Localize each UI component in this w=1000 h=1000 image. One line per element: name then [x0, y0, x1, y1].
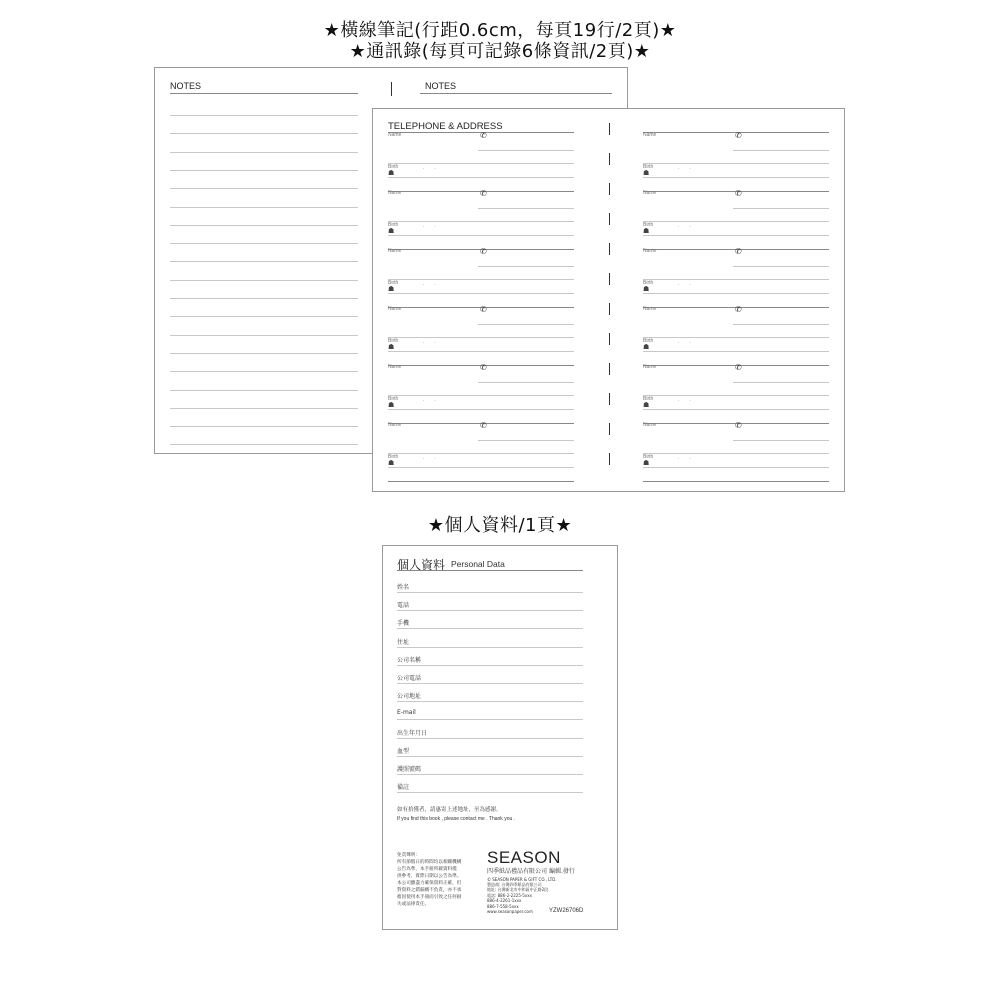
notes-rule-left [170, 444, 358, 445]
pd-contact-line: 886-4-2261-1xxx [487, 898, 522, 904]
address-divider-dash [609, 303, 610, 315]
address-divider-dash [609, 123, 610, 135]
address-birth-label: Birth [388, 454, 399, 460]
phone-icon: ✆ [735, 189, 742, 198]
notes-divider [391, 82, 392, 96]
address-divider-dash [609, 333, 610, 345]
pd-contact-line: www.seasonpaper.com [487, 909, 533, 914]
address-line [643, 467, 829, 468]
notes-rule-left [170, 243, 358, 244]
notes-title-right: NOTES [425, 81, 457, 91]
pd-disclaimer-line: 免責聲明： [397, 853, 420, 858]
pd-field-label: 公司地址 [397, 693, 422, 701]
notes-rule-left [170, 371, 358, 372]
pd-contact-line: 電話: 886-2-2225-5xxx [487, 892, 532, 898]
address-name-label: Name [388, 190, 402, 196]
heading-notes: ★橫線筆記(行距0.6cm，每頁19行/2頁)★ [323, 20, 677, 41]
address-birth-label: Birth [643, 396, 654, 402]
pd-contact-line: 886-7-558-5xxx [487, 903, 519, 909]
address-line [643, 163, 829, 164]
address-line [388, 467, 574, 468]
personal-data-page [382, 545, 618, 930]
address-divider-dash [609, 453, 610, 465]
pd-field-rule [397, 792, 583, 793]
cake-icon: ☗ [643, 227, 650, 235]
birth-dots: .. [678, 223, 701, 229]
address-birth-label: Birth [388, 280, 399, 286]
pd-field-rule [397, 647, 583, 648]
pd-field-label: 護照號碼 [397, 766, 422, 773]
phone-icon: ✆ [735, 247, 742, 256]
notes-rule-left [170, 261, 358, 262]
cake-icon: ☗ [643, 343, 650, 351]
cake-icon: ☗ [643, 285, 650, 293]
cake-icon: ☗ [388, 459, 395, 467]
address-divider-dash [609, 153, 610, 165]
address-line [478, 266, 574, 267]
notes-title-left: NOTES [170, 81, 202, 91]
pd-field-label: 出生年月日 [397, 729, 428, 737]
address-birth-label: Birth [643, 454, 654, 460]
pd-disclaimer-line: 對資料之錯漏概不負責，亦不承 [397, 888, 462, 893]
birth-dots: .. [678, 281, 701, 287]
pd-found-cn: 如有拾獲者，請惠寄上述地址，至為感謝。 [397, 807, 502, 813]
pd-disclaimer-line: 失或法律責任。 [397, 902, 430, 907]
notes-rule-left [170, 207, 358, 208]
address-divider-dash [609, 393, 610, 405]
address-line [388, 395, 574, 396]
notes-rule-left [170, 188, 358, 189]
notes-rule-left [170, 298, 358, 299]
season-logo: SEASON [487, 848, 561, 867]
cake-icon: ☗ [388, 285, 395, 293]
notes-header-rule-right [420, 93, 612, 94]
phone-icon: ✆ [735, 421, 742, 430]
address-name-label: Name [388, 364, 402, 370]
pd-field-label: 電話 [397, 602, 410, 610]
address-name-label: Name [388, 248, 402, 254]
cake-icon: ☗ [388, 343, 395, 351]
notes-rule-left [170, 408, 358, 409]
pd-field-rule [397, 610, 583, 611]
address-line [643, 395, 829, 396]
address-divider-dash [609, 243, 610, 255]
notes-rule-left [170, 316, 358, 317]
notes-rule-left [170, 390, 358, 391]
address-line [643, 221, 829, 222]
cake-icon: ☗ [643, 169, 650, 177]
address-line [388, 221, 574, 222]
birth-dots: .. [678, 397, 701, 403]
address-line [643, 293, 829, 294]
address-birth-label: Birth [388, 338, 399, 344]
phone-icon: ✆ [480, 305, 487, 314]
pd-disclaimer-line: 所有節假日的時間均以相關機構 [397, 860, 462, 865]
birth-dots: .. [423, 281, 446, 287]
notes-rule-left [170, 426, 358, 427]
address-birth-label: Birth [643, 280, 654, 286]
address-name-label: Name [643, 190, 657, 196]
cake-icon: ☗ [388, 169, 395, 177]
address-line [388, 337, 574, 338]
pd-title-en: Personal Data [451, 559, 505, 569]
address-name-label: Name [388, 306, 402, 312]
address-line [478, 150, 574, 151]
address-birth-label: Birth [643, 222, 654, 228]
pd-contact-line: 製造商: 台灣四季紙品有限公司 [487, 882, 542, 887]
pd-field-label: 公司名稱 [397, 656, 422, 664]
notes-rule-left [170, 115, 358, 116]
address-divider-dash [609, 363, 610, 375]
heading-address: ★通訊錄(每頁可記錄6條資訊/2頁)★ [349, 41, 651, 62]
pd-disclaimer-line: 公告為準，本手冊所載資料僅 [397, 867, 457, 872]
address-name-label: Name [388, 422, 402, 428]
pd-field-rule [397, 701, 583, 702]
phone-icon: ✆ [480, 247, 487, 256]
pd-title-cn: 個人資料 [397, 558, 446, 572]
address-line [733, 150, 829, 151]
address-line [733, 208, 829, 209]
product-code: YZW26706D [549, 908, 584, 914]
address-line [388, 279, 574, 280]
address-name-label: Name [643, 248, 657, 254]
address-line [643, 351, 829, 352]
address-line [388, 409, 574, 410]
address-birth-label: Birth [388, 222, 399, 228]
address-line [643, 337, 829, 338]
company-en: © SEASON PAPER & GIFT CO., LTD. [487, 877, 557, 882]
cake-icon: ☗ [388, 227, 395, 235]
address-line [388, 453, 574, 454]
phone-icon: ✆ [480, 189, 487, 198]
pd-field-label: 手機 [397, 620, 410, 628]
address-line [388, 293, 574, 294]
address-divider-dash [609, 273, 610, 285]
address-line [643, 235, 829, 236]
address-line [388, 351, 574, 352]
pd-disclaimer-line: 供參考，實際日期以公告為準。 [397, 874, 462, 879]
notes-header-rule-left [170, 93, 358, 94]
pd-field-rule [397, 628, 583, 629]
company-cn: 四季紙品禮品有限公司 編輯.發行 [487, 868, 575, 875]
pd-found-en: If you find this book , please contact me . Thank you . [397, 816, 516, 822]
address-line [643, 177, 829, 178]
address-line [643, 279, 829, 280]
notes-rule-left [170, 353, 358, 354]
address-line [478, 324, 574, 325]
address-page [372, 108, 845, 492]
address-line [388, 235, 574, 236]
notes-rule-left [170, 152, 358, 153]
address-name-label: Name [643, 422, 657, 428]
pd-field-rule [397, 719, 583, 720]
address-name-label: Name [388, 132, 402, 138]
birth-dots: .. [423, 455, 446, 461]
address-birth-label: Birth [388, 396, 399, 402]
birth-dots: .. [423, 339, 446, 345]
pd-field-label: 住址 [397, 638, 410, 646]
address-line [733, 324, 829, 325]
notes-rule-left [170, 225, 358, 226]
pd-field-rule [397, 683, 583, 684]
address-name-label: Name [643, 364, 657, 370]
address-line [388, 177, 574, 178]
birth-dots: .. [423, 397, 446, 403]
birth-dots: .. [423, 223, 446, 229]
address-line [733, 266, 829, 267]
pd-disclaimer-line: 本公司雖盡力確保資料正確，但 [397, 881, 462, 886]
address-line [733, 440, 829, 441]
pd-field-rule [397, 774, 583, 775]
cake-icon: ☗ [388, 401, 395, 409]
birth-dots: .. [678, 455, 701, 461]
pd-field-label: 姓名 [397, 584, 410, 591]
pd-field-label: 血型 [397, 747, 410, 755]
pd-field-rule [397, 592, 583, 593]
address-birth-label: Birth [643, 164, 654, 170]
address-birth-label: Birth [388, 164, 399, 170]
address-birth-label: Birth [643, 338, 654, 344]
address-line [643, 409, 829, 410]
address-entry-rule [388, 481, 574, 482]
pd-field-label: 公司電話 [397, 675, 422, 682]
address-line [478, 382, 574, 383]
address-line [643, 453, 829, 454]
address-divider-dash [609, 423, 610, 435]
phone-icon: ✆ [480, 421, 487, 430]
pd-field-label: E-mail [397, 709, 416, 717]
address-entry-rule [643, 481, 829, 482]
phone-icon: ✆ [480, 363, 487, 372]
address-line [478, 208, 574, 209]
address-line [478, 440, 574, 441]
pd-field-rule [397, 665, 583, 666]
pd-title-rule [397, 570, 583, 571]
heading-personal: ★個人資料/1頁★ [427, 515, 573, 536]
cake-icon: ☗ [643, 401, 650, 409]
cake-icon: ☗ [643, 459, 650, 467]
address-divider-dash [609, 183, 610, 195]
birth-dots: .. [423, 165, 446, 171]
phone-icon: ✆ [480, 131, 487, 140]
pd-disclaimer-line: 擔因使用本手冊而引致之任何損 [397, 895, 462, 900]
birth-dots: .. [678, 165, 701, 171]
notes-rule-left [170, 335, 358, 336]
address-name-label: Name [643, 306, 657, 312]
address-line [388, 163, 574, 164]
pd-field-rule [397, 756, 583, 757]
address-line [733, 382, 829, 383]
phone-icon: ✆ [735, 363, 742, 372]
address-name-label: Name [643, 132, 657, 138]
address-divider-dash [609, 213, 610, 225]
birth-dots: .. [678, 339, 701, 345]
notes-rule-left [170, 170, 358, 171]
pd-contact-line: 地址: 台灣新北市中和區中正路2段 [487, 887, 549, 893]
pd-field-rule [397, 738, 583, 739]
phone-icon: ✆ [735, 131, 742, 140]
pd-field-label: 備註 [397, 784, 410, 792]
phone-icon: ✆ [735, 305, 742, 314]
notes-rule-left [170, 280, 358, 281]
notes-rule-left [170, 133, 358, 134]
address-title: TELEPHONE & ADDRESS [388, 121, 503, 132]
